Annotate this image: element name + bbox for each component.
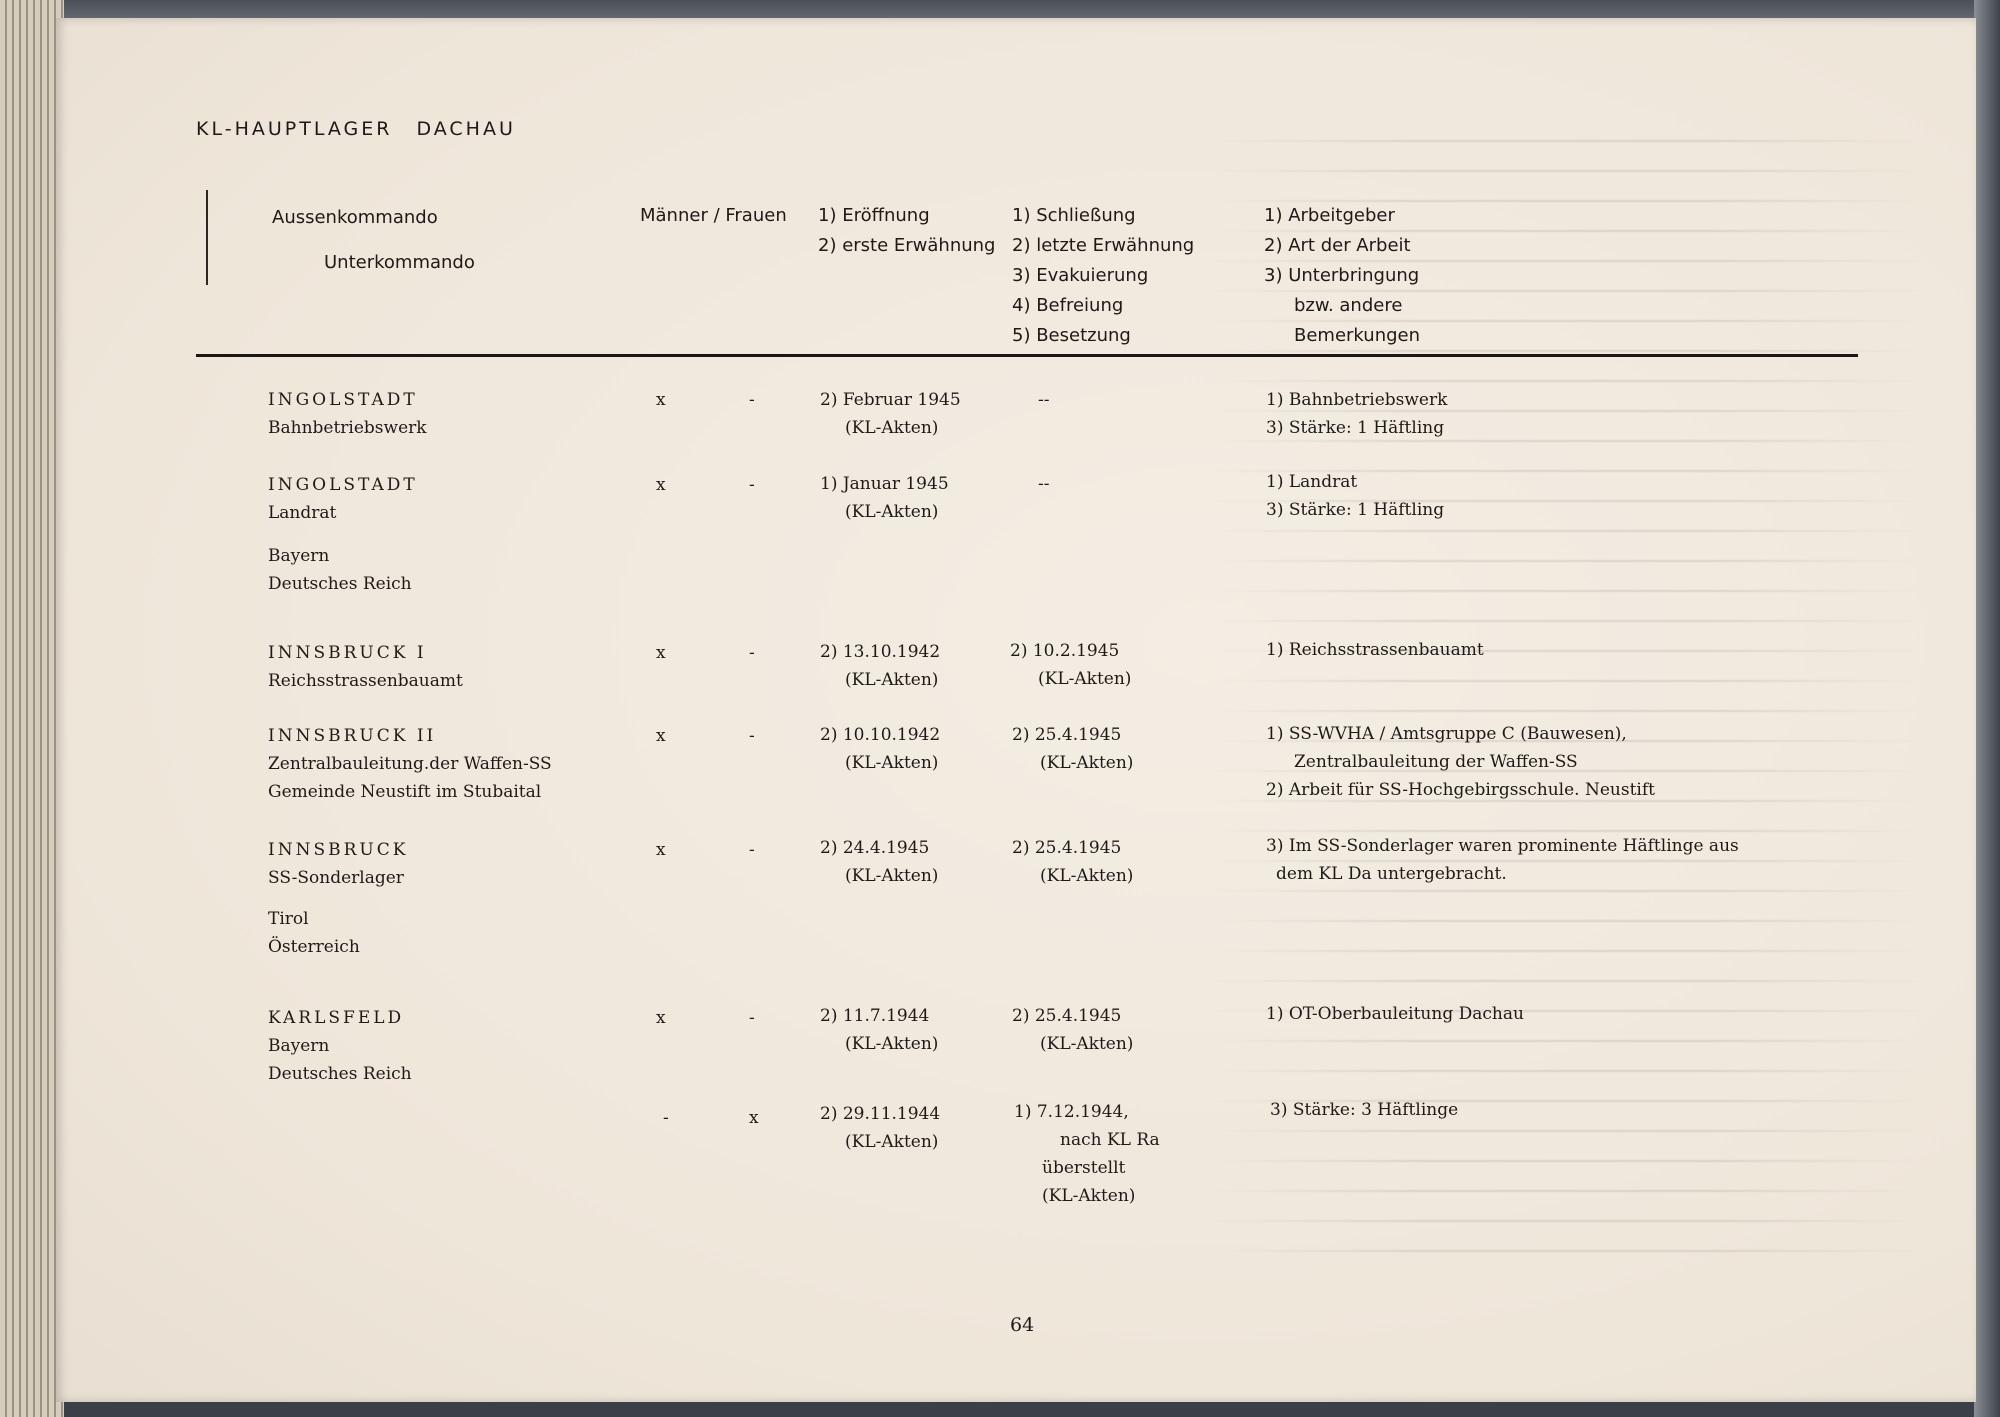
entry-frauen: - [749,390,755,410]
entry-maenner: x [656,475,666,495]
entry-bemerkungen: 1) Reichsstrassenbauamt [1266,640,1484,660]
entry-eroeffnung: 2) 11.7.1944 (KL-Akten) [820,1006,939,1054]
header-title-1: KL-HAUPTLAGER [196,118,393,140]
entry-schliessung: 2) 25.4.1945 (KL-Akten) [1012,838,1134,886]
entry-bemerkungen: 1) OT-Oberbauleitung Dachau [1266,1004,1524,1024]
entry-maenner: x [656,726,666,746]
entry-eroeffnung: 2) 13.10.1942 (KL-Akten) [820,642,941,690]
entry-name: KARLSFELD Bayern Deutsches Reich [268,1008,412,1084]
entry-eroeffnung: 2) Februar 1945 (KL-Akten) [820,390,961,438]
entry-schliessung: -- [1038,474,1050,494]
entry-frauen: - [749,726,755,746]
header-rule [196,354,1858,357]
entry-schliessung: -- [1038,390,1050,410]
entry-bemerkungen: 3) Stärke: 3 Häftlinge [1270,1100,1459,1120]
entry-name: INNSBRUCK II Zentralbauleitung.der Waffen-SS Gemeinde Neustift im Stubaital [268,726,552,802]
entry-bemerkungen: 1) Landrat 3) Stärke: 1 Häftling [1266,472,1445,520]
entry-eroeffnung: 2) 24.4.1945 (KL-Akten) [820,838,939,886]
entry-schliessung: 2) 25.4.1945 (KL-Akten) [1012,725,1134,773]
col-arbeitgeber: 1) Arbeitgeber 2) Art der Arbeit 3) Unterbringung bzw. andere Bemerkungen [1264,205,1421,346]
entry-frauen: - [749,1008,755,1028]
col-maenner-frauen: Männer / Frauen [640,205,787,226]
entry-name: INNSBRUCK I Reichsstrassenbauamt [268,643,463,691]
entry-region: Bayern Deutsches Reich [268,546,412,594]
entry-name: INNSBRUCK SS-Sonderlager [268,840,409,888]
entry-maenner: - [663,1108,669,1128]
entry-region: Tirol Österreich [268,909,360,957]
entry-bemerkungen: 1) Bahnbetriebswerk 3) Stärke: 1 Häftling [1266,390,1448,438]
entry-maenner: x [656,840,666,860]
col-eroeffnung: 1) Eröffnung 2) erste Erwähnung [818,205,996,256]
header-vertical-line [206,190,208,285]
entry-frauen: - [749,643,755,663]
entry-frauen: - [749,840,755,860]
col-unterkommando: Unterkommando [324,252,475,273]
entry-bemerkungen: 1) SS-WVHA / Amtsgruppe C (Bauwesen), Zentralbauleitung der Waffen-SS 2) Arbeit für SS-Hochgebirgsschule. Neustift [1266,724,1655,800]
entry-eroeffnung: 2) 29.11.1944 (KL-Akten) [820,1104,941,1152]
page-header [196,118,516,140]
entry-frauen: - [749,475,755,495]
page-number: 64 [1010,1314,1035,1336]
entry-maenner: x [656,390,666,410]
entry-schliessung: 2) 25.4.1945 (KL-Akten) [1012,1006,1134,1054]
entry-schliessung: 2) 10.2.1945 (KL-Akten) [1010,641,1132,689]
entry-frauen: x [749,1108,759,1128]
entry-name: INGOLSTADT Landrat [268,475,418,523]
header-title-2: DACHAU [416,118,516,140]
entry-maenner: x [656,643,666,663]
page-edges [0,0,64,1417]
entry-bemerkungen: 3) Im SS-Sonderlager waren prominente Häftlinge aus dem KL Da untergebracht. [1266,836,1739,884]
col-aussenkommando: Aussenkommando [272,207,438,228]
entry-name: INGOLSTADT Bahnbetriebswerk [268,390,427,438]
entry-eroeffnung: 1) Januar 1945 (KL-Akten) [820,474,949,522]
entry-eroeffnung: 2) 10.10.1942 (KL-Akten) [820,725,941,773]
background-right [1974,0,2000,1417]
entry-maenner: x [656,1008,666,1028]
entry-schliessung: 1) 7.12.1944, nach KL Ra überstellt (KL-Akten) [1014,1102,1160,1206]
col-schliessung: 1) Schließung 2) letzte Erwähnung 3) Evakuierung 4) Befreiung 5) Besetzung [1012,205,1195,346]
